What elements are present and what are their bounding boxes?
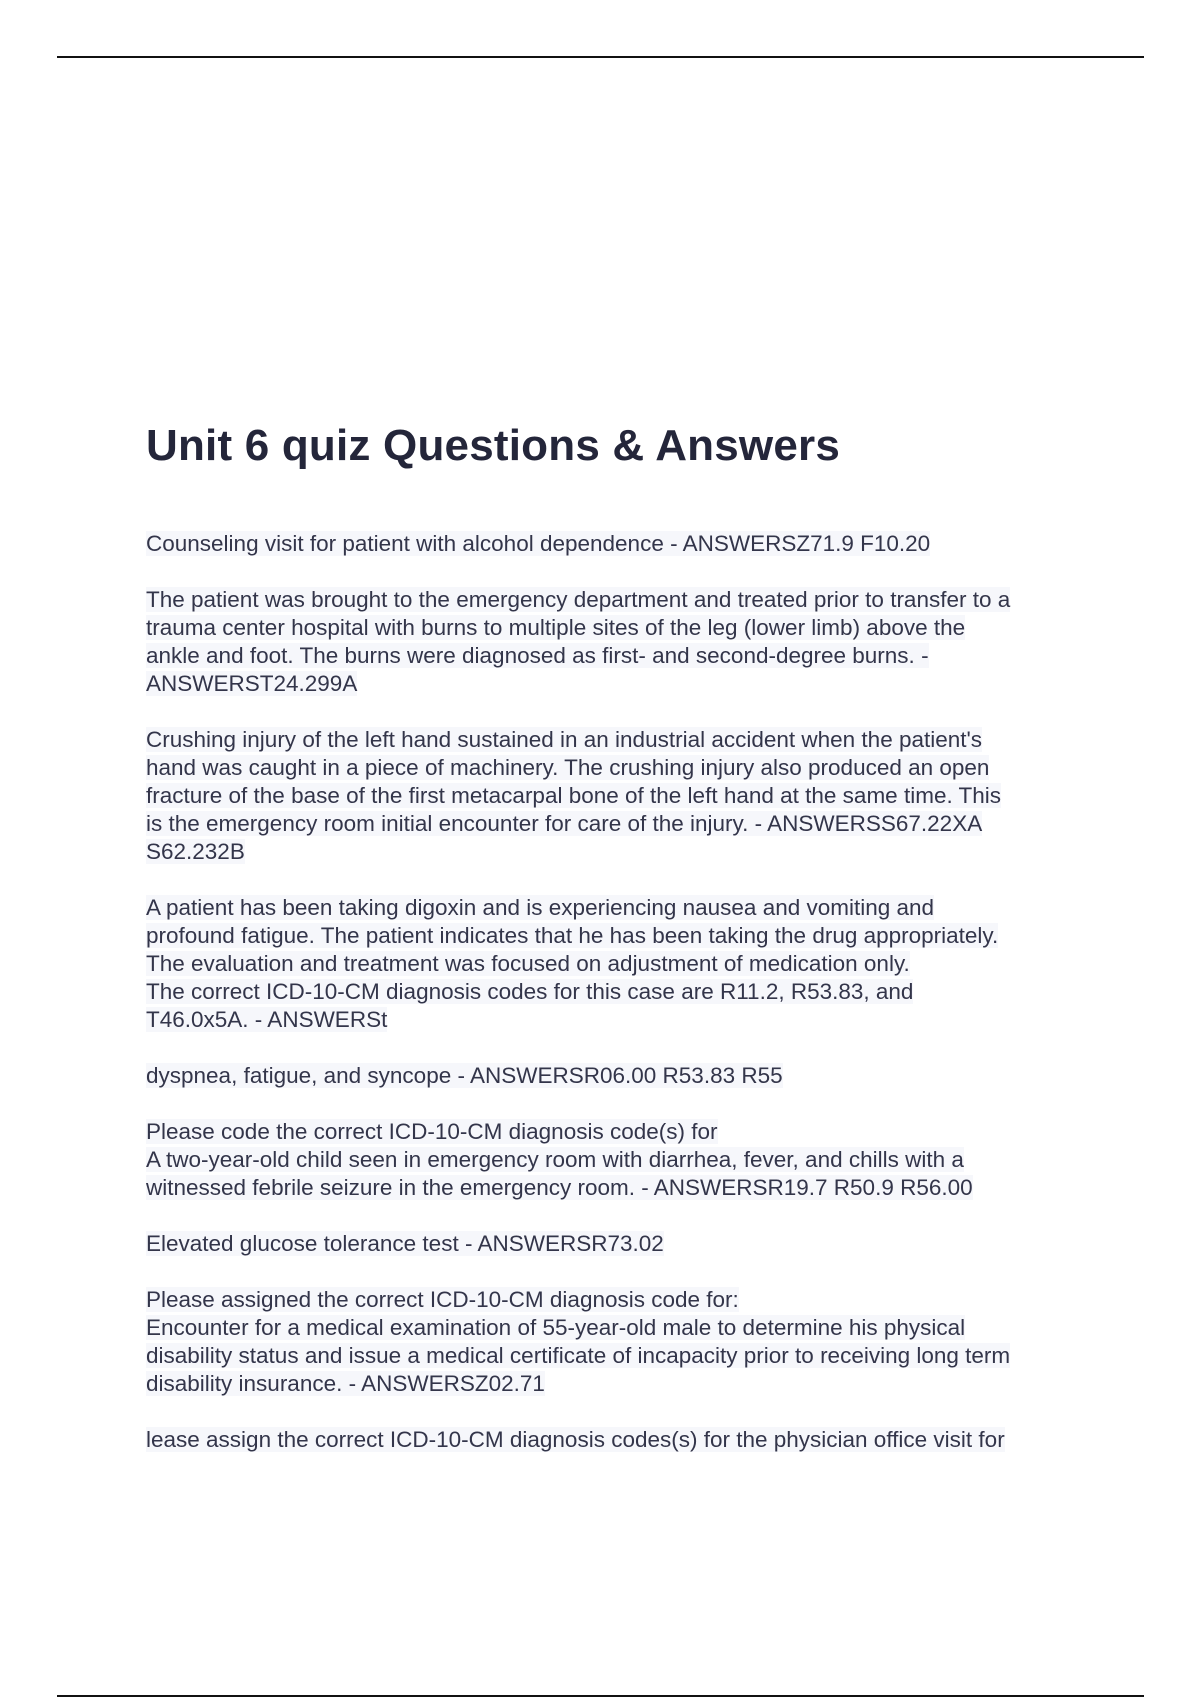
qa-entry: Crushing injury of the left hand sustained in an industrial accident when the patient's hand was caught in a piece of machinery. The crushing injury also produced an open fracture of the base of the first metacarpal bone of the left hand at the same time. This is the emergency room initial encounter for care of the injury. - ANSWERSS67.22XA S62.232B bbox=[146, 727, 1002, 864]
document-title: Unit 6 quiz Questions & Answers bbox=[146, 421, 841, 470]
qa-entry: Counseling visit for patient with alcohol dependence - ANSWERSZ71.9 F10.20 bbox=[146, 531, 931, 556]
qa-entry: lease assign the correct ICD-10-CM diagnosis codes(s) for the physician office visit for bbox=[146, 1427, 1005, 1452]
bottom-rule bbox=[57, 1695, 1144, 1697]
qa-entry: Please code the correct ICD-10-CM diagnosis code(s) for A two-year-old child seen in emergency room with diarrhea, fever, and chills with a witnessed febrile seizure in the emergency room. - ANSWERSR19.7 R50.9 R56.00 bbox=[146, 1119, 973, 1200]
qa-entry: Elevated glucose tolerance test - ANSWERSR73.02 bbox=[146, 1231, 664, 1256]
qa-entry: Please assigned the correct ICD-10-CM diagnosis code for: Encounter for a medical examination of 55-year-old male to determine his physical disability status and issue a medical certificate of incapacity prior to receiving long term disability insurance. - ANSWERSZ02.71 bbox=[146, 1287, 1011, 1396]
qa-entry: dyspnea, fatigue, and syncope - ANSWERSR06.00 R53.83 R55 bbox=[146, 1063, 783, 1088]
qa-entry: A patient has been taking digoxin and is experiencing nausea and vomiting and profound fatigue. The patient indicates that he has been taking the drug appropriately. The evaluation and treatment was focused on adjustment of medication only. The correct ICD-10-CM diagnosis codes for this case are R11.2, R53.83, and T46.0x5A. - ANSWERSt bbox=[146, 895, 999, 1032]
qa-entry: The patient was brought to the emergency department and treated prior to transfer to a trauma center hospital with burns to multiple sites of the leg (lower limb) above the ankle and foot. The burns were diagnosed as first- and second-degree burns. - ANSWERST24.299A bbox=[146, 587, 1011, 696]
top-rule bbox=[57, 56, 1144, 58]
qa-list bbox=[146, 530, 1086, 1454]
page-content bbox=[146, 420, 1086, 1482]
